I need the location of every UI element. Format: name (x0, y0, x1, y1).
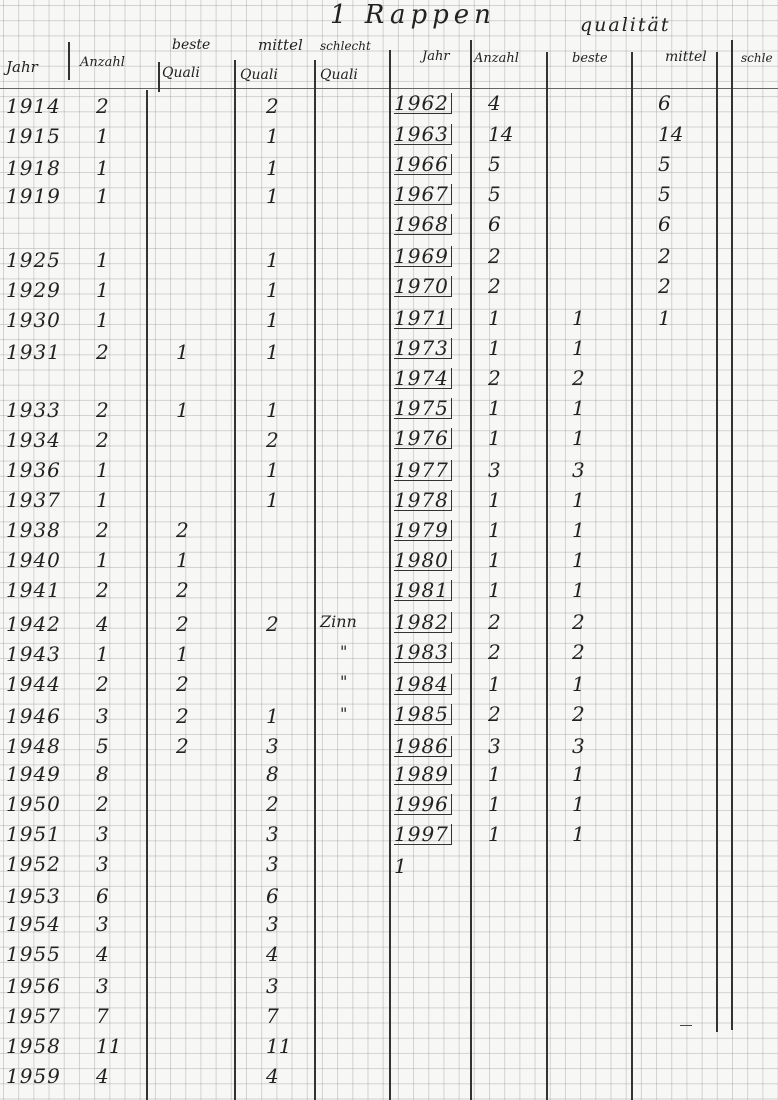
year-cell: 1940 (6, 548, 61, 572)
year-cell: 1953 (6, 884, 61, 908)
mid-quality-cell: 14 (658, 122, 684, 146)
mid-quality-cell: 1 (266, 458, 279, 482)
best-quality-cell: 1 (176, 398, 189, 422)
year-cell: 1970 (394, 276, 452, 297)
year-cell: 1936 (6, 458, 61, 482)
count-cell: 2 (96, 792, 109, 816)
count-cell: 1 (488, 822, 501, 846)
best-quality-cell: 2 (176, 578, 189, 602)
best-quality-cell: 1 (572, 672, 585, 696)
year-cell: 1941 (6, 578, 61, 602)
best-quality-cell: 1 (572, 548, 585, 572)
year-cell: 1957 (6, 1004, 61, 1028)
mid-quality-cell: 2 (658, 244, 671, 268)
year-cell: 1949 (6, 762, 61, 786)
count-cell: 1 (488, 396, 501, 420)
mid-quality-cell: 3 (266, 822, 279, 846)
count-cell: 1 (96, 156, 109, 180)
year-cell: 1 (394, 854, 408, 878)
mid-quality-cell: 1 (266, 398, 279, 422)
mid-quality-cell: 1 (266, 124, 279, 148)
year-cell: 1925 (6, 248, 61, 272)
header-best-bottom-left: Quali (162, 65, 200, 81)
best-quality-cell: 2 (176, 704, 189, 728)
count-cell: 2 (488, 366, 501, 390)
mid-quality-cell: 2 (266, 94, 279, 118)
best-quality-cell: 1 (572, 488, 585, 512)
count-cell: 14 (488, 122, 514, 146)
count-cell: 1 (488, 488, 501, 512)
year-cell: 1971 (394, 308, 452, 329)
year-cell: 1937 (6, 488, 61, 512)
year-cell: 1967 (394, 184, 452, 205)
year-cell: 1918 (6, 156, 61, 180)
count-cell: 3 (96, 852, 109, 876)
year-cell: 1975 (394, 398, 452, 419)
mid-quality-cell: 3 (266, 852, 279, 876)
count-cell: 1 (488, 762, 501, 786)
year-cell: 1977 (394, 460, 452, 481)
year-cell: 1996 (394, 794, 452, 815)
count-cell: 2 (488, 244, 501, 268)
year-cell: 1973 (394, 338, 452, 359)
column-rule (546, 52, 548, 1100)
header-year-left: Jahr (6, 58, 38, 76)
year-cell: 1983 (394, 642, 452, 663)
best-quality-cell: 1 (572, 306, 585, 330)
year-cell: 1968 (394, 214, 452, 235)
year-cell: 1946 (6, 704, 61, 728)
year-cell: 1980 (394, 550, 452, 571)
year-cell: 1966 (394, 154, 452, 175)
count-cell: 4 (96, 942, 109, 966)
count-cell: 1 (96, 124, 109, 148)
count-cell: 3 (488, 458, 501, 482)
count-cell: 2 (96, 428, 109, 452)
count-cell: 1 (96, 642, 109, 666)
year-cell: 1929 (6, 278, 61, 302)
count-cell: 1 (488, 672, 501, 696)
mid-quality-cell: 5 (658, 152, 671, 176)
header-count-right: Anzahl (474, 51, 519, 66)
year-cell: 1958 (6, 1034, 61, 1058)
count-cell: 2 (488, 610, 501, 634)
year-cell: 1959 (6, 1064, 61, 1088)
mid-quality-cell: 3 (266, 734, 279, 758)
mid-quality-cell: 1 (266, 704, 279, 728)
count-cell: 3 (96, 912, 109, 936)
year-cell: 1974 (394, 368, 452, 389)
header-count-left: Anzahl (80, 55, 125, 70)
best-quality-cell: 1 (572, 518, 585, 542)
bad-quality-cell: " (340, 642, 348, 661)
count-cell: 3 (96, 822, 109, 846)
count-cell: 1 (96, 278, 109, 302)
column-rule (731, 40, 733, 1030)
mid-quality-cell: 2 (266, 612, 279, 636)
bad-quality-cell: " (340, 704, 348, 723)
best-quality-cell: 2 (176, 518, 189, 542)
mid-quality-cell: 6 (266, 884, 279, 908)
best-quality-cell: 2 (176, 734, 189, 758)
year-cell: 1951 (6, 822, 61, 846)
year-cell: 1955 (6, 942, 61, 966)
year-cell: 1963 (394, 124, 452, 145)
mid-quality-cell: 6 (658, 212, 671, 236)
header-bad-top-left: schlecht (320, 39, 371, 53)
count-cell: 1 (488, 336, 501, 360)
column-rule (234, 60, 236, 1100)
header-bad-right: schle (741, 51, 773, 65)
mid-quality-cell: 4 (266, 942, 279, 966)
mid-quality-cell: 1 (266, 340, 279, 364)
mid-quality-cell: 4 (266, 1064, 279, 1088)
count-cell: 3 (96, 974, 109, 998)
header-mid-right: mittel (665, 49, 707, 65)
year-cell: 1950 (6, 792, 61, 816)
header-bad-bottom-left: Quali (320, 67, 358, 83)
year-cell: 1954 (6, 912, 61, 936)
year-cell: 1915 (6, 124, 61, 148)
year-cell: 1930 (6, 308, 61, 332)
column-rule (389, 50, 391, 1100)
mid-quality-cell: 2 (266, 428, 279, 452)
best-quality-cell: 1 (572, 396, 585, 420)
header-year-right: Jahr (422, 49, 450, 64)
count-cell: 1 (96, 488, 109, 512)
mid-quality-cell: 1 (266, 278, 279, 302)
mid-quality-cell: 2 (658, 274, 671, 298)
best-quality-cell: 1 (572, 578, 585, 602)
year-cell: 1948 (6, 734, 61, 758)
mid-quality-cell: 11 (266, 1034, 292, 1058)
count-cell: 2 (488, 702, 501, 726)
header-mid-bottom-left: Quali (240, 67, 278, 83)
page-title: 1 Rappen (330, 0, 496, 30)
best-quality-cell: 2 (176, 672, 189, 696)
year-cell: 1914 (6, 94, 61, 118)
year-cell: 1985 (394, 704, 452, 725)
column-rule (470, 40, 472, 1100)
column-rule (146, 90, 148, 1100)
year-cell: 1986 (394, 736, 452, 757)
pencil-mark (680, 1025, 692, 1026)
header-best-right: beste (572, 51, 608, 66)
year-cell: 1942 (6, 612, 61, 636)
count-cell: 7 (96, 1004, 109, 1028)
year-cell: 1979 (394, 520, 452, 541)
mid-quality-cell: 2 (266, 792, 279, 816)
count-cell: 8 (96, 762, 109, 786)
best-quality-cell: 2 (572, 366, 585, 390)
best-quality-cell: 1 (572, 336, 585, 360)
best-quality-cell: 1 (572, 792, 585, 816)
count-cell: 2 (96, 94, 109, 118)
count-cell: 3 (488, 734, 501, 758)
quality-group-header: qualität (580, 14, 671, 36)
count-cell: 2 (96, 672, 109, 696)
year-cell: 1934 (6, 428, 61, 452)
best-quality-cell: 3 (572, 458, 585, 482)
count-cell: 6 (96, 884, 109, 908)
header-mid-top-left: mittel (258, 36, 303, 54)
best-quality-cell: 3 (572, 734, 585, 758)
count-cell: 1 (488, 578, 501, 602)
mid-quality-cell: 1 (266, 156, 279, 180)
mid-quality-cell: 6 (658, 91, 671, 115)
count-cell: 1 (488, 518, 501, 542)
count-cell: 2 (96, 340, 109, 364)
count-cell: 5 (488, 152, 501, 176)
header-best-top-left: beste (172, 37, 211, 53)
count-cell: 3 (96, 704, 109, 728)
count-cell: 1 (488, 306, 501, 330)
year-cell: 1997 (394, 824, 452, 845)
count-cell: 1 (96, 548, 109, 572)
year-cell: 1982 (394, 612, 452, 633)
year-cell: 1989 (394, 764, 452, 785)
count-cell: 2 (488, 640, 501, 664)
column-rule (68, 42, 70, 80)
count-cell: 1 (488, 426, 501, 450)
bad-quality-cell: " (340, 672, 348, 691)
count-cell: 5 (96, 734, 109, 758)
year-cell: 1919 (6, 184, 61, 208)
year-cell: 1981 (394, 580, 452, 601)
best-quality-cell: 1 (176, 340, 189, 364)
mid-quality-cell: 8 (266, 762, 279, 786)
count-cell: 4 (488, 91, 501, 115)
count-cell: 1 (488, 548, 501, 572)
count-cell: 1 (96, 458, 109, 482)
column-rule (631, 52, 633, 1100)
count-cell: 5 (488, 182, 501, 206)
year-cell: 1952 (6, 852, 61, 876)
year-cell: 1931 (6, 340, 61, 364)
year-cell: 1956 (6, 974, 61, 998)
year-cell: 1933 (6, 398, 61, 422)
mid-quality-cell: 3 (266, 912, 279, 936)
mid-quality-cell: 5 (658, 182, 671, 206)
year-cell: 1978 (394, 490, 452, 511)
column-rule (158, 62, 160, 92)
count-cell: 4 (96, 612, 109, 636)
count-cell: 11 (96, 1034, 122, 1058)
mid-quality-cell: 1 (658, 306, 671, 330)
count-cell: 1 (96, 308, 109, 332)
year-cell: 1944 (6, 672, 61, 696)
best-quality-cell: 2 (572, 640, 585, 664)
column-rule (314, 60, 316, 1100)
bad-quality-cell: Zinn (320, 612, 357, 631)
count-cell: 2 (96, 578, 109, 602)
count-cell: 6 (488, 212, 501, 236)
best-quality-cell: 1 (572, 822, 585, 846)
mid-quality-cell: 1 (266, 308, 279, 332)
year-cell: 1962 (394, 93, 452, 114)
year-cell: 1969 (394, 246, 452, 267)
year-cell: 1976 (394, 428, 452, 449)
best-quality-cell: 2 (572, 610, 585, 634)
count-cell: 1 (96, 184, 109, 208)
count-cell: 4 (96, 1064, 109, 1088)
mid-quality-cell: 7 (266, 1004, 279, 1028)
best-quality-cell: 1 (176, 548, 189, 572)
mid-quality-cell: 1 (266, 248, 279, 272)
count-cell: 1 (488, 792, 501, 816)
count-cell: 2 (488, 274, 501, 298)
mid-quality-cell: 3 (266, 974, 279, 998)
count-cell: 2 (96, 398, 109, 422)
mid-quality-cell: 1 (266, 488, 279, 512)
column-rule (716, 52, 718, 1032)
best-quality-cell: 1 (572, 762, 585, 786)
best-quality-cell: 2 (176, 612, 189, 636)
best-quality-cell: 1 (572, 426, 585, 450)
year-cell: 1938 (6, 518, 61, 542)
best-quality-cell: 1 (176, 642, 189, 666)
mid-quality-cell: 1 (266, 184, 279, 208)
count-cell: 1 (96, 248, 109, 272)
year-cell: 1984 (394, 674, 452, 695)
year-cell: 1943 (6, 642, 61, 666)
count-cell: 2 (96, 518, 109, 542)
best-quality-cell: 2 (572, 702, 585, 726)
